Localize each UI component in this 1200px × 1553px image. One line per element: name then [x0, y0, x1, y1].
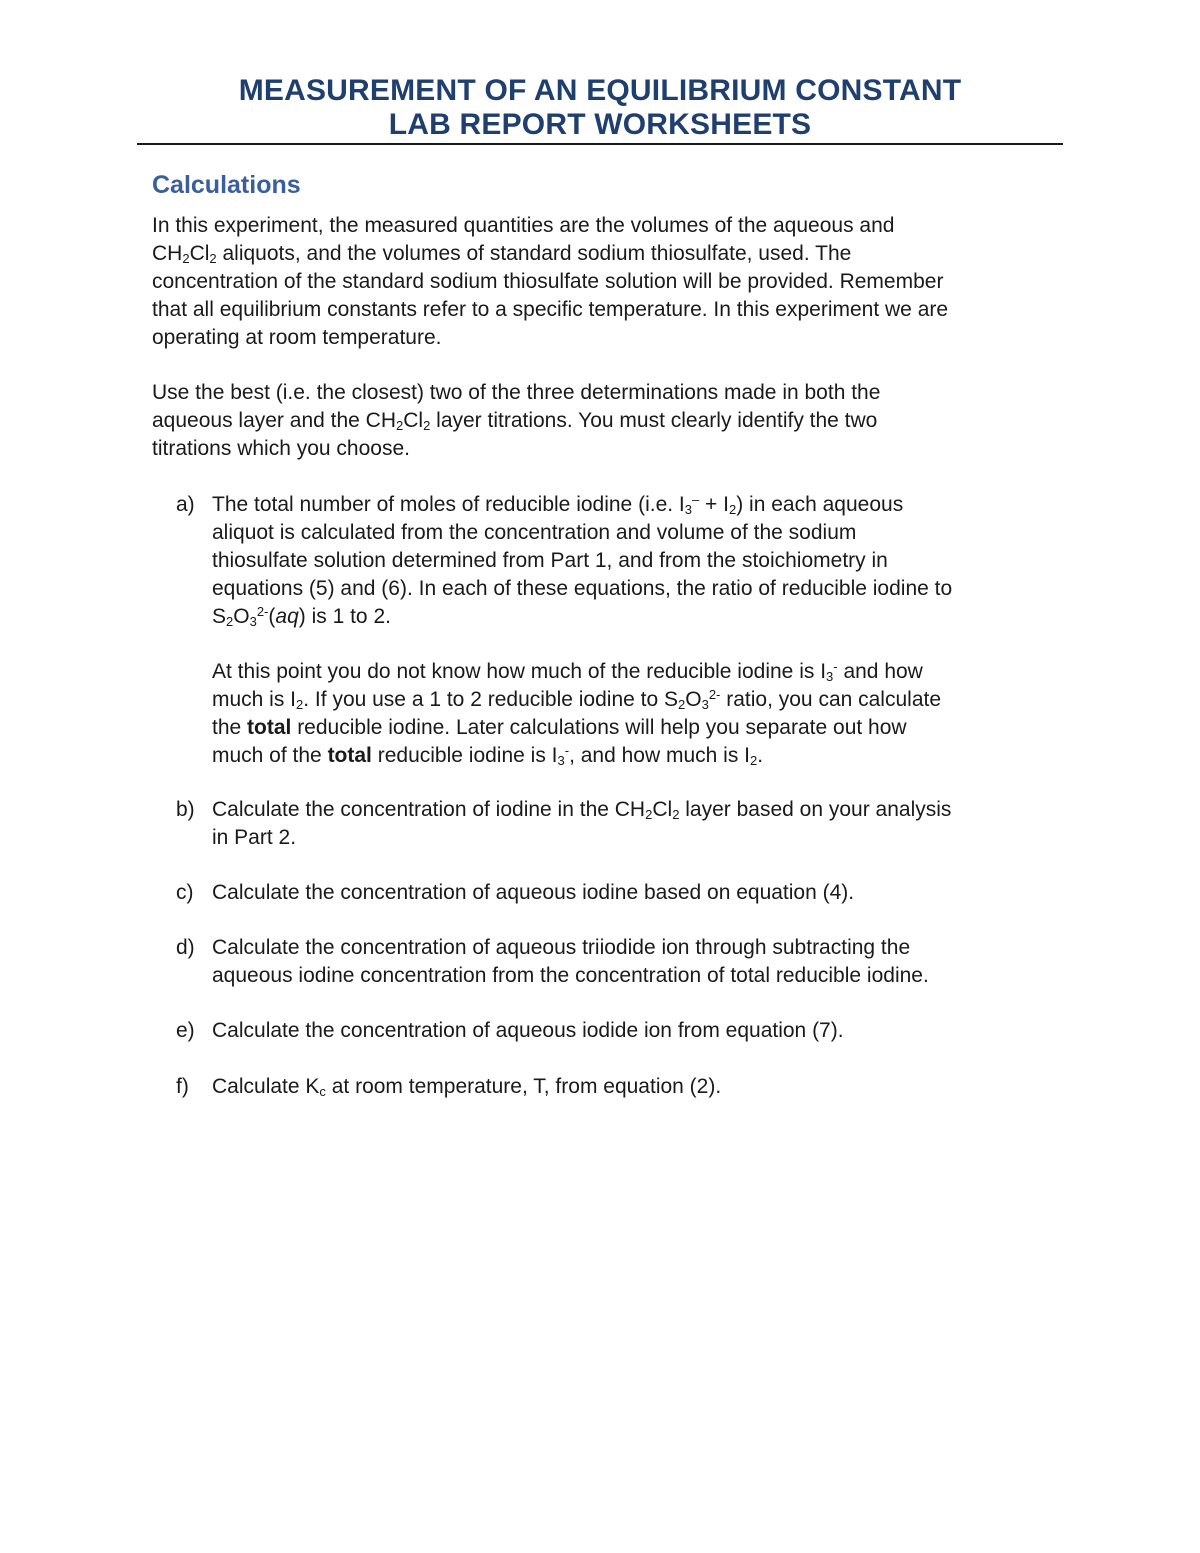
- text-line: much of the total reducible iodine is $I_3^-$, and how much is $I_2$.: [212, 743, 764, 768]
- section-heading: Calculations: [152, 171, 301, 199]
- list-marker: a): [176, 493, 195, 516]
- list-marker: e): [176, 1019, 195, 1042]
- text-line: aliquot is calculated from the concentration and volume of the sodium: [212, 521, 857, 544]
- text-line: $CH_2Cl_2$ aliquots, and the volumes of standard sodium thiosulfate, used. The: [152, 242, 852, 266]
- text-line: Calculate the concentration of iodine in the $CH_2Cl_2$ layer based on your analysis: [212, 798, 952, 822]
- text-line: that all equilibrium constants refer to a specific temperature. In this experiment we are: [152, 298, 949, 321]
- list-marker: b): [176, 798, 195, 821]
- text-line: In this experiment, the measured quantities are the volumes of the aqueous and: [152, 214, 895, 237]
- list-item-body: [212, 1017, 1072, 1045]
- list-item-body: [212, 934, 1072, 990]
- text-line: operating at room temperature.: [152, 326, 442, 349]
- text-line: The total number of moles of reducible iodine (i.e. $I_3^- + I_2$) in each aqueous: [212, 492, 904, 517]
- list-item-body: [212, 879, 1072, 907]
- text-line: in Part 2.: [212, 826, 297, 849]
- text-line: aqueous iodine concentration from the concentration of total reducible iodine.: [212, 964, 929, 987]
- text-line: equations (5) and (6). In each of these equations, the ratio of reducible iodine to: [212, 577, 953, 600]
- title-line-2: LAB REPORT WORKSHEETS: [388, 108, 812, 141]
- list-marker: d): [176, 936, 195, 959]
- list-marker: f): [176, 1075, 189, 1098]
- text-line: Use the best (i.e. the closest) two of the three determinations made in both the: [152, 381, 881, 404]
- text-line: the total reducible iodine. Later calculations will help you separate out how: [212, 716, 907, 739]
- text-line: aqueous layer and the $CH_2Cl_2$ layer titrations. You must clearly identify the two: [152, 409, 878, 433]
- text-line: concentration of the standard sodium thiosulfate solution will be provided. Remember: [152, 270, 944, 293]
- text-line: Calculate the concentration of aqueous triiodide ion through subtracting the: [212, 936, 911, 959]
- list-item-body: [212, 658, 1072, 770]
- text-line: Calculate the concentration of aqueous iodide ion from equation (7).: [212, 1019, 844, 1042]
- document-title: [137, 74, 1063, 142]
- text-line: thiosulfate solution determined from Part 1, and from the stoichiometry in: [212, 549, 888, 572]
- text-line: At this point you do not know how much of the reducible iodine is $I_3^-$ and how: [212, 659, 923, 684]
- list-marker: c): [176, 881, 194, 904]
- text-line: much is $I_2$. If you use a 1 to 2 reducible iodine to $S_2O_3^{2-}$ ratio, you can calculate: [212, 687, 942, 712]
- text-line: Calculate $K_c$ at room temperature, T, from equation (2).: [212, 1075, 722, 1099]
- intro-paragraph: [152, 212, 1052, 352]
- text-line: $S_2O_3^{2-}(aq)$ is 1 to 2.: [212, 604, 391, 629]
- text-line: titrations which you choose.: [152, 437, 410, 460]
- text-line: Calculate the concentration of aqueous iodine based on equation (4).: [212, 881, 855, 904]
- list-item-body: [212, 491, 1072, 631]
- list-item-body: [212, 1073, 1072, 1101]
- title-line-1: MEASUREMENT OF AN EQUILIBRIUM CONSTANT: [238, 74, 962, 107]
- title-divider: [137, 143, 1063, 145]
- instructions-paragraph: [152, 379, 1052, 463]
- list-item-body: [212, 796, 1072, 852]
